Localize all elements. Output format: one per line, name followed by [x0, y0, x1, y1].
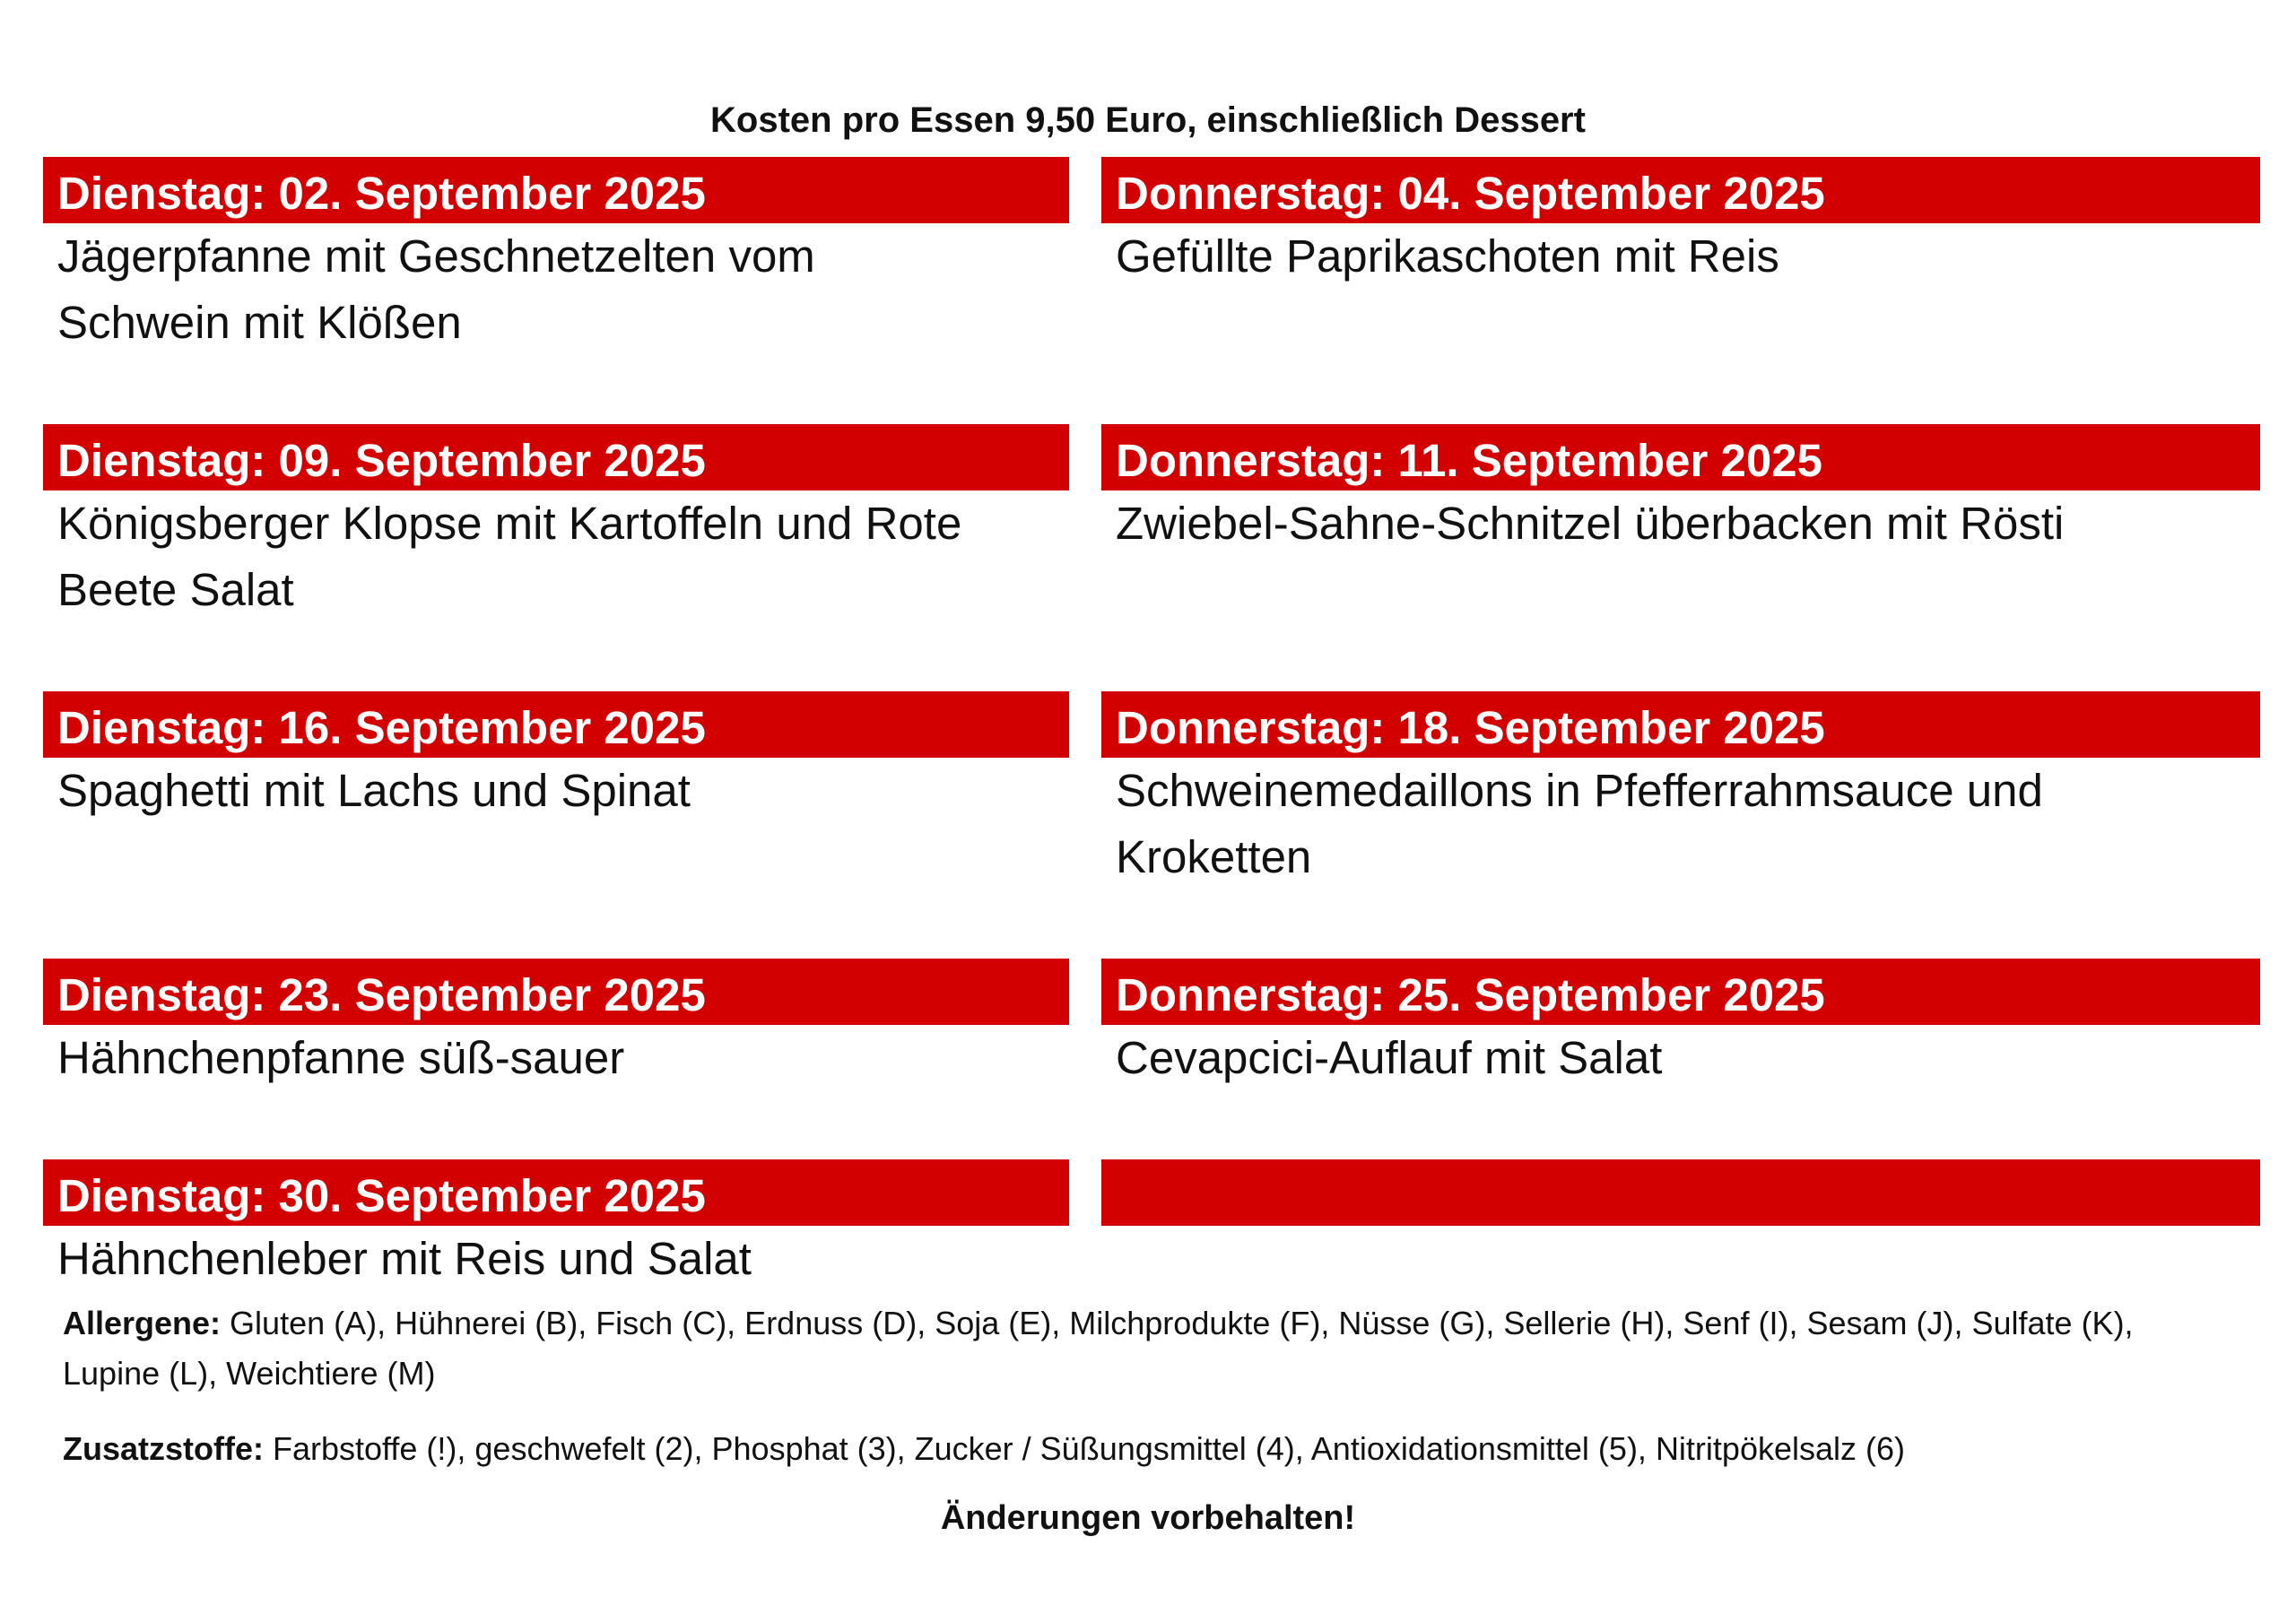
allergen-label: Allergene:	[63, 1305, 222, 1341]
footer-note: Änderungen vorbehalten!	[940, 1499, 1356, 1537]
cost-line: Kosten pro Essen 9,50 Euro, einschließlich Dessert	[710, 100, 1586, 140]
day-block-thu-11	[1101, 424, 2260, 691]
day-header: Donnerstag: 18. September 2025	[1101, 691, 2260, 758]
day-header: Dienstag: 16. September 2025	[43, 691, 1069, 758]
day-block-tue-30	[43, 1159, 1069, 1294]
day-block-thu-04	[1101, 157, 2260, 424]
day-header: Dienstag: 23. September 2025	[43, 959, 1069, 1025]
day-dish: Jägerpfanne mit Geschnetzelten vom Schwein mit Klößen	[57, 230, 815, 348]
day-dish: Hähnchenleber mit Reis und Salat	[57, 1233, 752, 1284]
day-header: Donnerstag: 25. September 2025	[1101, 959, 2260, 1025]
day-dish: Hähnchenpfanne süß-sauer	[57, 1032, 625, 1083]
additives-legend	[63, 1424, 2233, 1474]
day-block-tue-23	[43, 959, 1069, 1159]
day-block-tue-09	[43, 424, 1069, 691]
day-header-empty	[1101, 1159, 2260, 1226]
menu-grid	[43, 157, 2260, 1294]
day-block-thu-18	[1101, 691, 2260, 959]
day-header: Dienstag: 02. September 2025	[43, 157, 1069, 223]
day-block-empty	[1101, 1159, 2260, 1294]
day-block-tue-16	[43, 691, 1069, 959]
day-dish: Spaghetti mit Lachs und Spinat	[57, 765, 691, 816]
allergen-legend	[63, 1298, 2233, 1399]
day-header: Donnerstag: 11. September 2025	[1101, 424, 2260, 490]
day-header: Dienstag: 30. September 2025	[43, 1159, 1069, 1226]
additives-text: Farbstoffe (!), geschwefelt (2), Phosphat (3), Zucker / Süßungsmittel (4), Antioxidationsmittel (5), Nitritpökelsalz (6)	[264, 1430, 1906, 1467]
allergen-text: Gluten (A), Hühnerei (B), Fisch (C), Erdnuss (D), Soja (E), Milchprodukte (F), Nüsse (G), Sellerie (H), Senf (I), Sesam (J), Sulfate (K), Lupine (L), Weichtiere (M)	[63, 1305, 2134, 1392]
day-header: Dienstag: 09. September 2025	[43, 424, 1069, 490]
day-dish: Gefüllte Paprikaschoten mit Reis	[1116, 230, 1779, 282]
additives-label: Zusatzstoffe:	[63, 1430, 264, 1467]
day-block-tue-02	[43, 157, 1069, 424]
day-dish: Schweinemedaillons in Pfefferrahmsauce und Kroketten	[1116, 765, 2043, 882]
day-dish: Cevapcici-Auflauf mit Salat	[1116, 1032, 1663, 1083]
day-dish: Königsberger Klopse mit Kartoffeln und Rote Beete Salat	[57, 498, 962, 615]
day-header: Donnerstag: 04. September 2025	[1101, 157, 2260, 223]
day-block-thu-25	[1101, 959, 2260, 1159]
day-dish: Zwiebel-Sahne-Schnitzel überbacken mit Rösti	[1116, 498, 2065, 549]
